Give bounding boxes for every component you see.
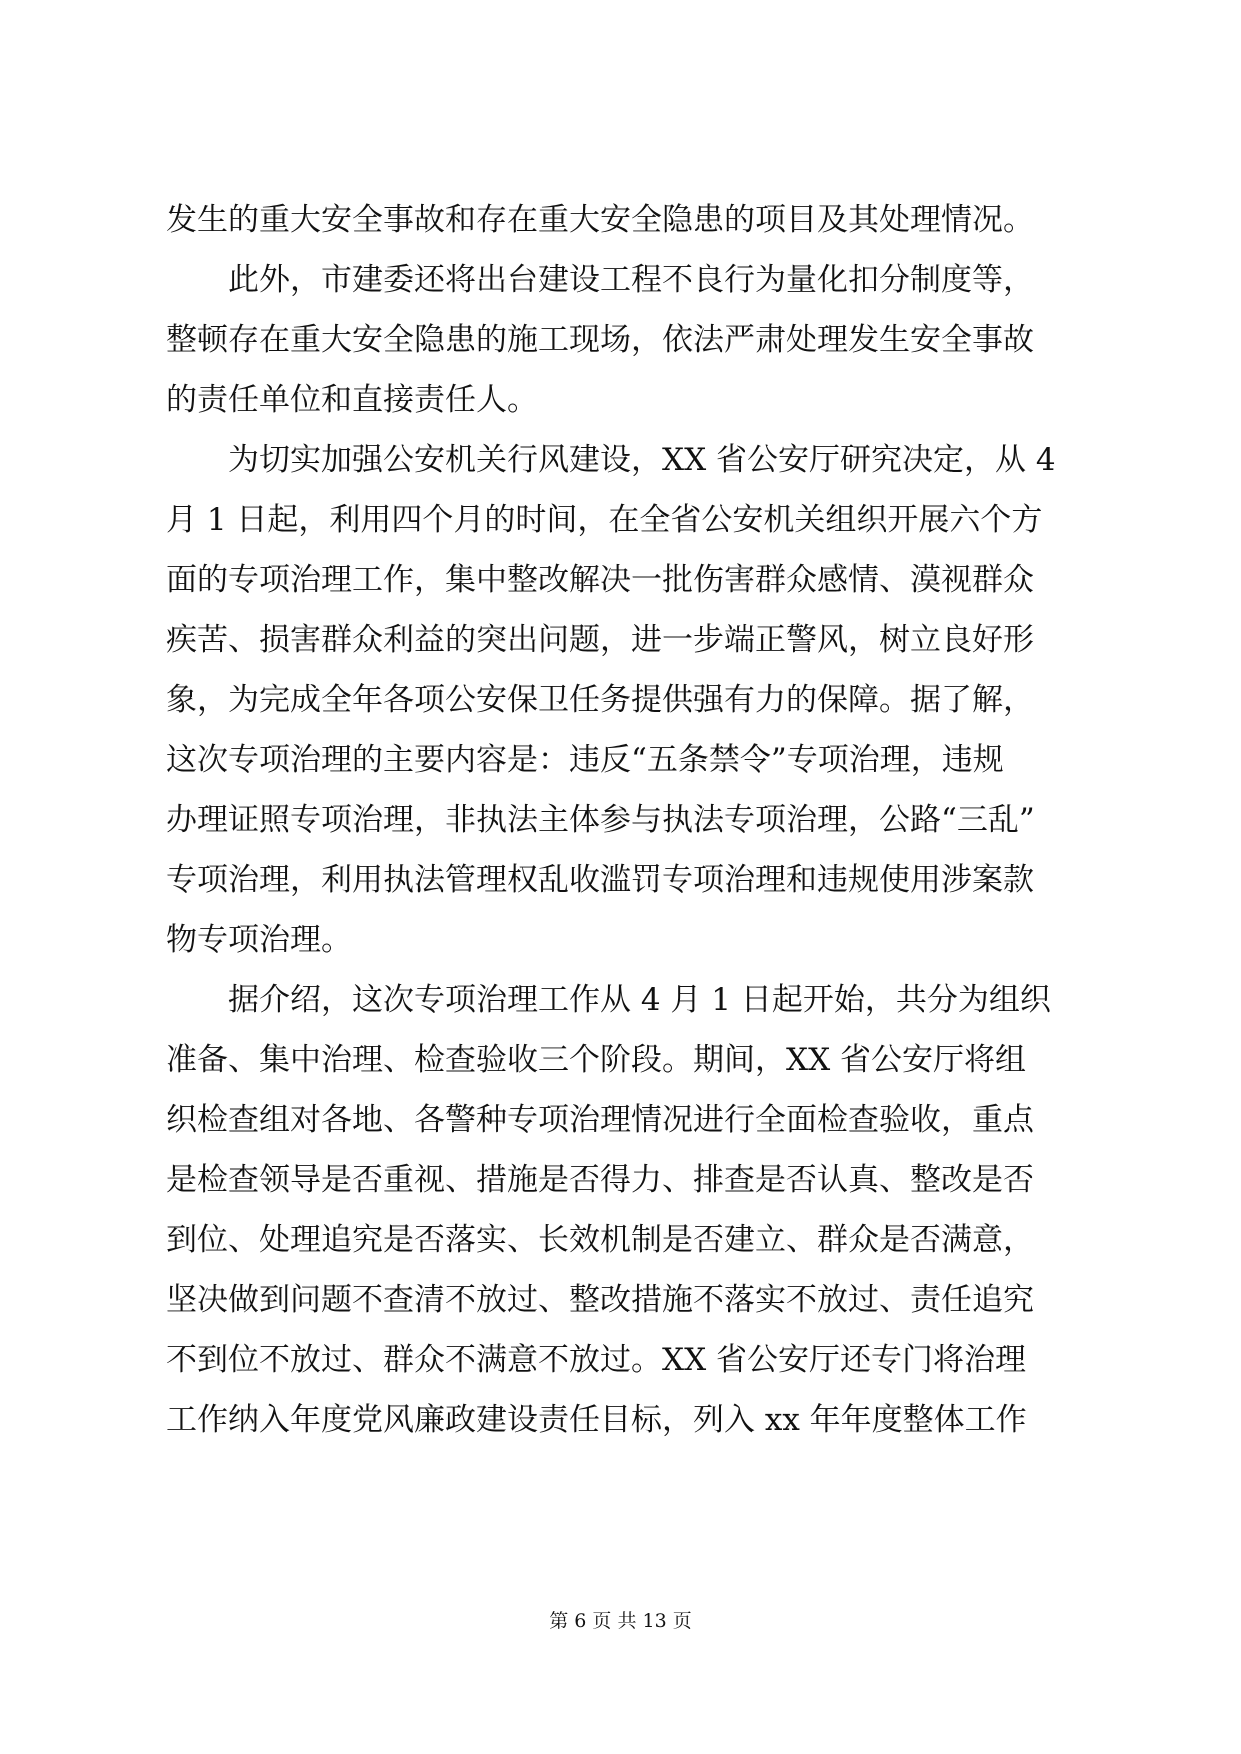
text-line: 织检查组对各地、各警种专项治理情况进行全面检查验收，重点 <box>166 1102 1034 1138</box>
paragraph-first-line: 此外，市建委还将出台建设工程不良行为量化扣分制度等， <box>228 262 1034 298</box>
paragraph-first-line: 为切实加强公安机关行风建设，XX 省公安厅研究决定，从 4 <box>228 442 1056 478</box>
text-line: 的责任单位和直接责任人。 <box>166 382 538 418</box>
text-line: 面的专项治理工作，集中整改解决一批伤害群众感情、漠视群众 <box>166 562 1034 598</box>
paragraph-first-line: 据介绍，这次专项治理工作从 4 月 1 日起开始，共分为组织 <box>228 982 1051 1018</box>
text-line: 到位、处理追究是否落实、长效机制是否建立、群众是否满意， <box>166 1222 1034 1258</box>
text-line: 月 1 日起，利用四个月的时间，在全省公安机关组织开展六个方 <box>166 502 1043 538</box>
text-line: 专项治理，利用执法管理权乱收滥罚专项治理和违规使用涉案款 <box>166 862 1034 898</box>
text-line: 办理证照专项治理，非执法主体参与执法专项治理，公路“三乱” <box>166 802 1035 838</box>
text-line: 物专项治理。 <box>166 922 352 958</box>
text-line: 整顿存在重大安全隐患的施工现场，依法严肃处理发生安全事故 <box>166 322 1034 358</box>
text-line: 象，为完成全年各项公安保卫任务提供强有力的保障。据了解， <box>166 682 1034 718</box>
text-line: 是检查领导是否重视、措施是否得力、排查是否认真、整改是否 <box>166 1162 1034 1198</box>
text-line: 工作纳入年度党风廉政建设责任目标，列入 xx 年年度整体工作 <box>166 1402 1027 1438</box>
text-line: 发生的重大安全事故和存在重大安全隐患的项目及其处理情况。 <box>166 202 1034 238</box>
text-line: 这次专项治理的主要内容是：违反“五条禁令”专项治理，违规 <box>166 742 1004 778</box>
text-line: 坚决做到问题不查清不放过、整改措施不落实不放过、责任追究 <box>166 1282 1034 1318</box>
page-number-footer: 第 6 页 共 13 页 <box>549 1610 692 1632</box>
text-line: 不到位不放过、群众不满意不放过。XX 省公安厅还专门将治理 <box>166 1342 1026 1378</box>
text-line: 准备、集中治理、检查验收三个阶段。期间，XX 省公安厅将组 <box>166 1042 1026 1078</box>
text-line: 疾苦、损害群众利益的突出问题，进一步端正警风，树立良好形 <box>166 622 1034 658</box>
